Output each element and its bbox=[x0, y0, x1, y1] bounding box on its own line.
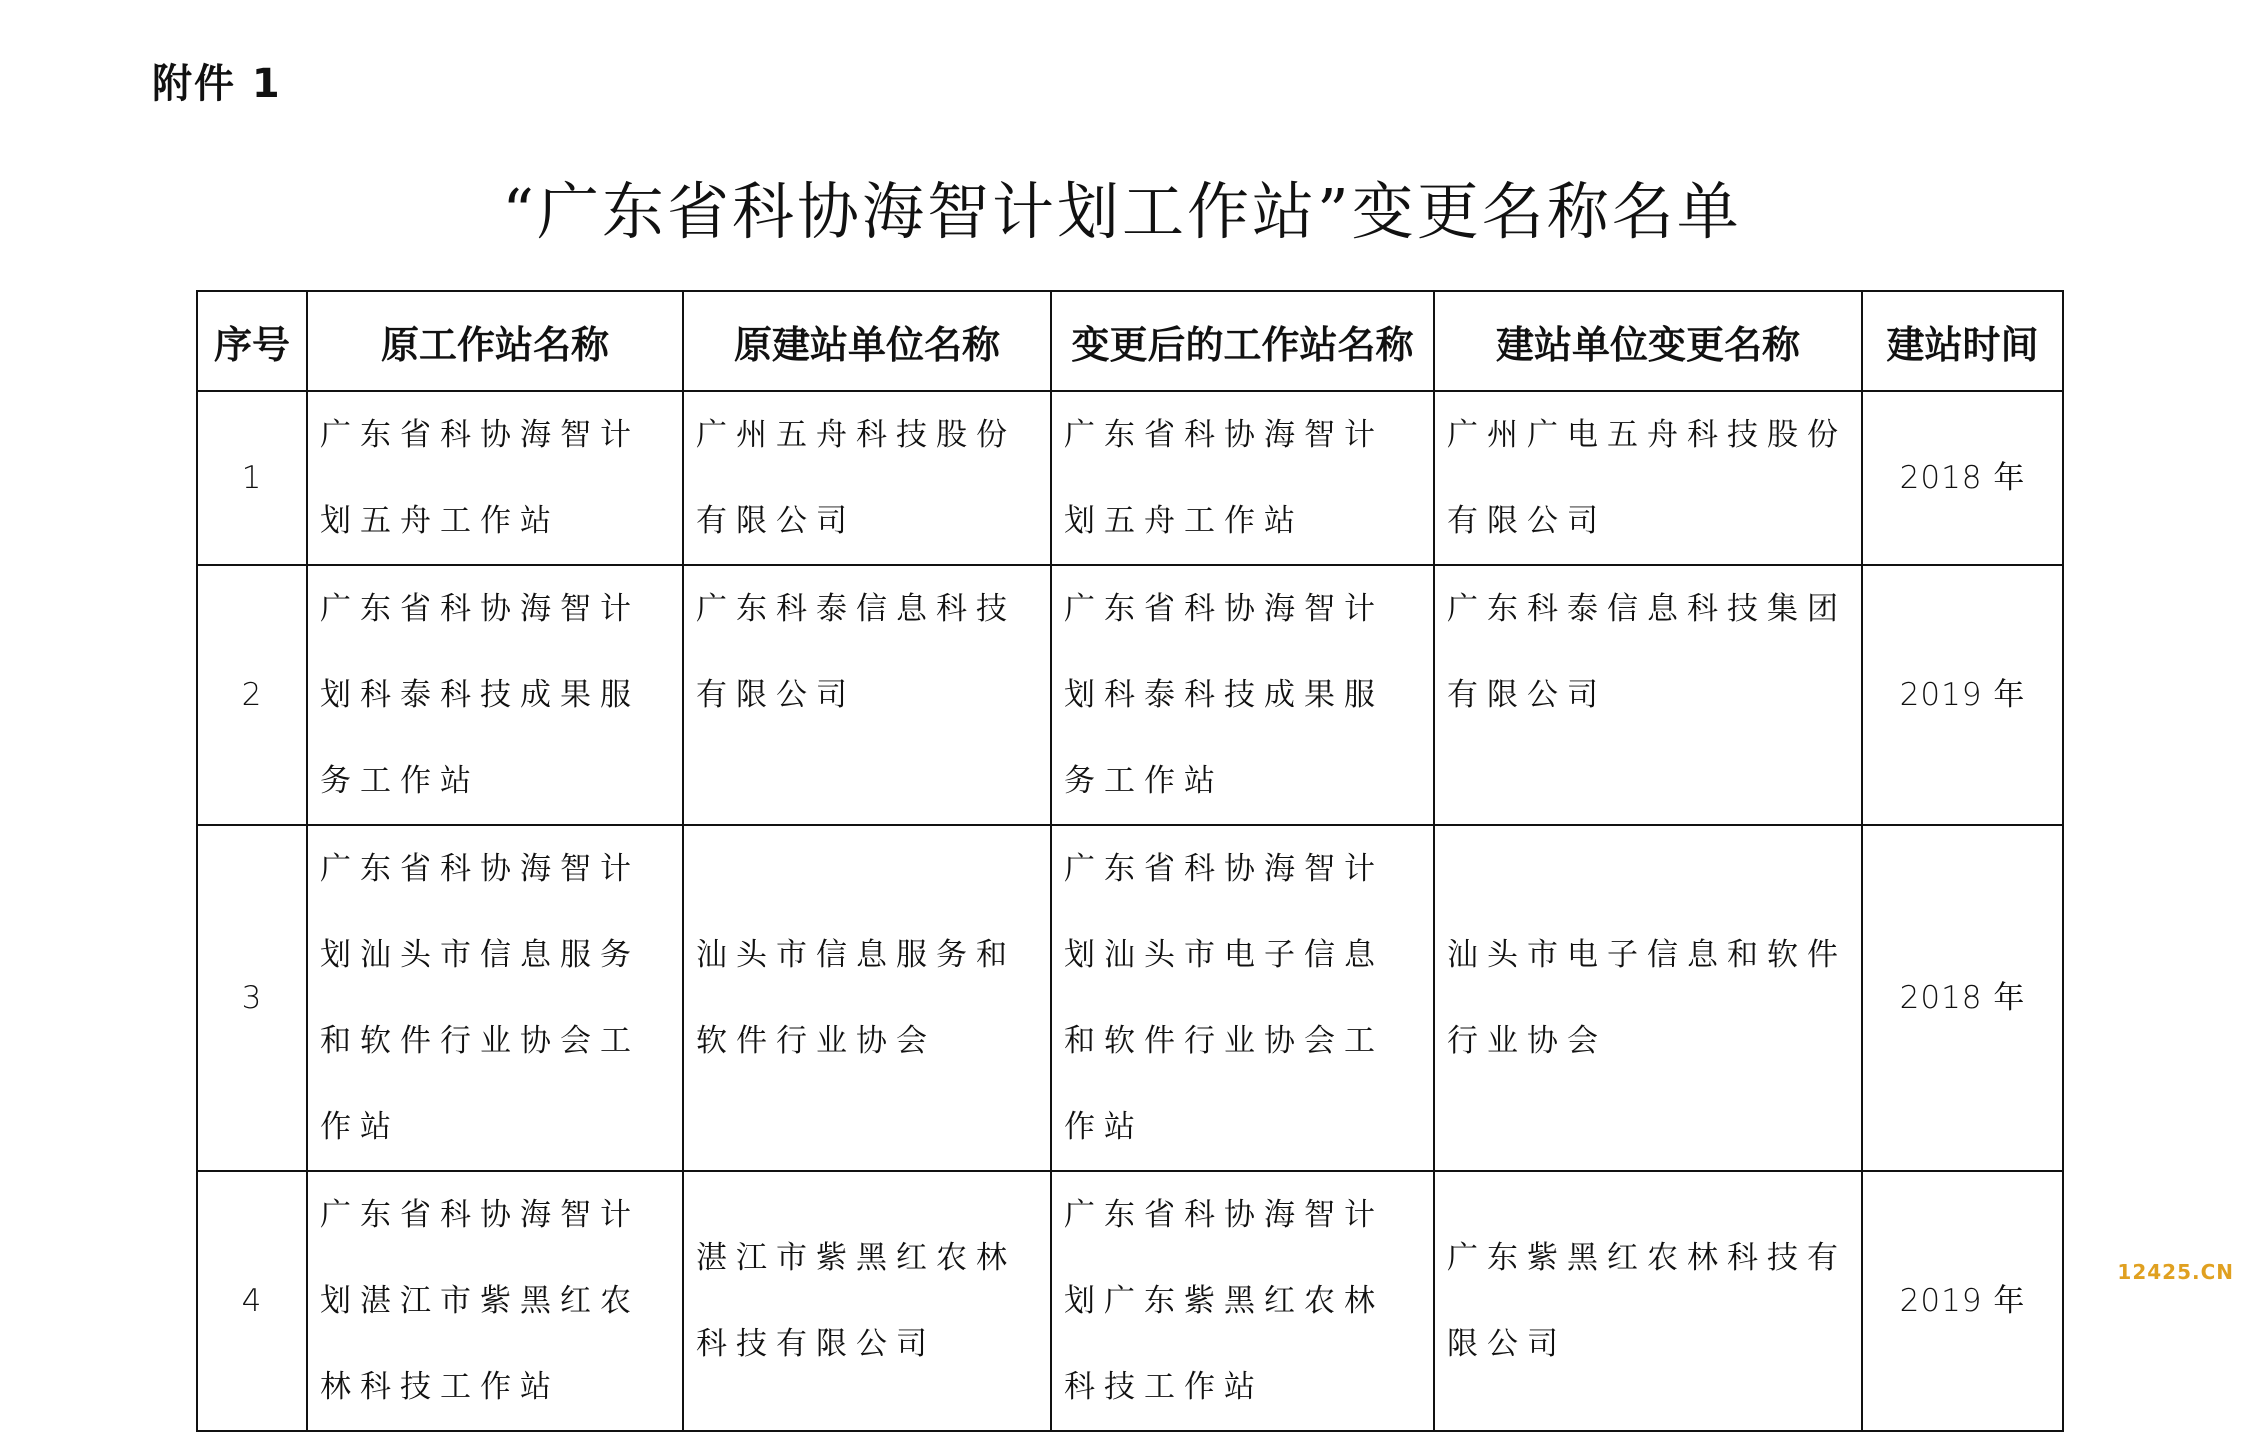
cell-serial: 4 bbox=[197, 1171, 307, 1431]
cell-new-station: 广东省科协海智计划汕头市电子信息和软件行业协会工作站 bbox=[1051, 825, 1434, 1171]
cell-year: 2019 年 bbox=[1862, 565, 2063, 825]
header-new-unit: 建站单位变更名称 bbox=[1434, 291, 1862, 391]
cell-year: 2018 年 bbox=[1862, 391, 2063, 565]
table-row bbox=[197, 1171, 2063, 1431]
cell-serial: 1 bbox=[197, 391, 307, 565]
table-row bbox=[197, 825, 2063, 1171]
cell-new-unit: 广东紫黑红农林科技有限公司 bbox=[1434, 1171, 1862, 1431]
cell-new-station: 广东省科协海智计划五舟工作站 bbox=[1051, 391, 1434, 565]
header-original-station: 原工作站名称 bbox=[307, 291, 683, 391]
cell-original-unit: 广州五舟科技股份有限公司 bbox=[683, 391, 1051, 565]
cell-original-unit: 汕头市信息服务和软件行业协会 bbox=[683, 825, 1051, 1171]
header-serial: 序号 bbox=[197, 291, 307, 391]
cell-new-unit: 广东科泰信息科技集团有限公司 bbox=[1434, 565, 1862, 825]
cell-new-unit: 汕头市电子信息和软件行业协会 bbox=[1434, 825, 1862, 1171]
cell-original-station: 广东省科协海智计划湛江市紫黑红农林科技工作站 bbox=[307, 1171, 683, 1431]
table-header-row bbox=[197, 291, 2063, 391]
name-change-table bbox=[196, 290, 2064, 1432]
site-watermark: 12425.CN bbox=[2117, 1260, 2234, 1284]
cell-original-station: 广东省科协海智计划科泰科技成果服务工作站 bbox=[307, 565, 683, 825]
cell-new-unit: 广州广电五舟科技股份有限公司 bbox=[1434, 391, 1862, 565]
cell-original-unit: 广东科泰信息科技有限公司 bbox=[683, 565, 1051, 825]
header-new-station: 变更后的工作站名称 bbox=[1051, 291, 1434, 391]
attachment-label: 附件 1 bbox=[152, 61, 282, 107]
cell-year: 2019 年 bbox=[1862, 1171, 2063, 1431]
cell-year: 2018 年 bbox=[1862, 825, 2063, 1171]
cell-original-unit: 湛江市紫黑红农林科技有限公司 bbox=[683, 1171, 1051, 1431]
cell-new-station: 广东省科协海智计划广东紫黑红农林科技工作站 bbox=[1051, 1171, 1434, 1431]
table-row bbox=[197, 391, 2063, 565]
cell-original-station: 广东省科协海智计划汕头市信息服务和软件行业协会工作站 bbox=[307, 825, 683, 1171]
cell-original-station: 广东省科协海智计划五舟工作站 bbox=[307, 391, 683, 565]
cell-serial: 2 bbox=[197, 565, 307, 825]
cell-serial: 3 bbox=[197, 825, 307, 1171]
table-row bbox=[197, 565, 2063, 825]
header-year: 建站时间 bbox=[1862, 291, 2063, 391]
cell-new-station: 广东省科协海智计划科泰科技成果服务工作站 bbox=[1051, 565, 1434, 825]
header-original-unit: 原建站单位名称 bbox=[683, 291, 1051, 391]
document-title: “广东省科协海智计划工作站”变更名称名单 bbox=[502, 175, 1742, 248]
